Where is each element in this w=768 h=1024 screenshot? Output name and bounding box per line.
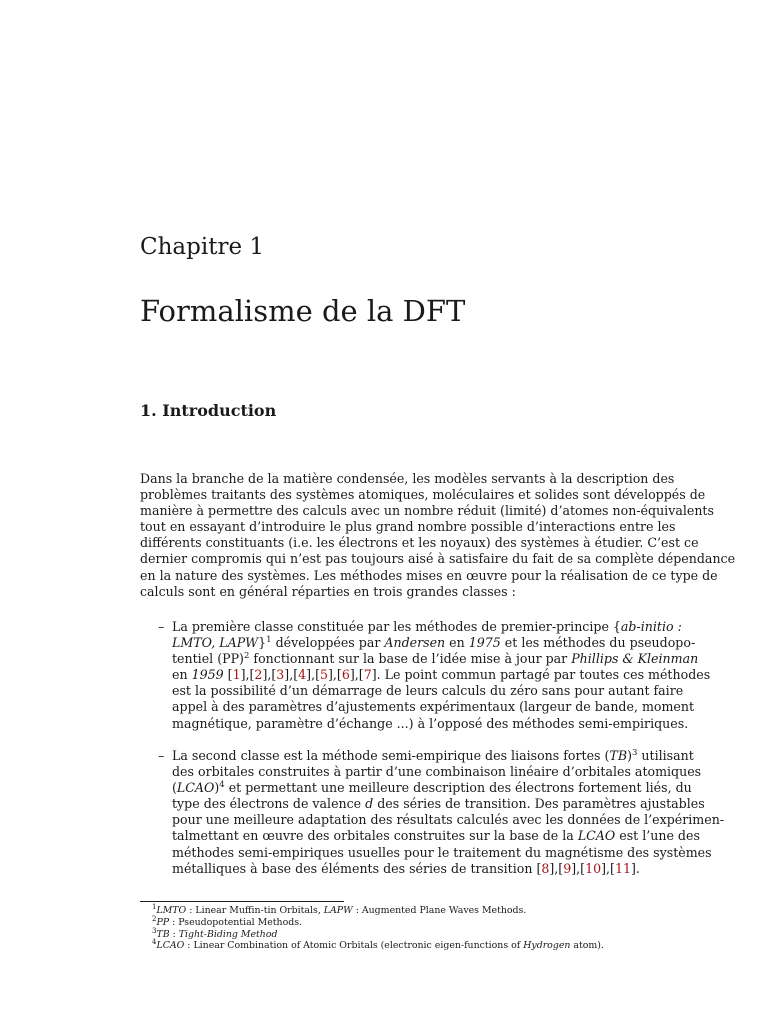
bullet-line: est la possibilité d’un démarrage de leurs calculs du zéro sans pour autant faire [172, 683, 684, 699]
text-run: ) [627, 748, 632, 763]
citation-link[interactable]: 4 [298, 667, 307, 683]
footnote [152, 940, 652, 952]
citation-link[interactable]: 3 [276, 667, 285, 683]
text-run: [ [223, 667, 233, 683]
text-run: TB [609, 748, 628, 763]
bullet-line: en 1959 [1],[2],[3],[4],[5],[6],[7]. Le point commun partagé par toutes ces méthodes [172, 667, 711, 683]
bullet-line: magnétique, paramètre d’échange ...) à l’opposé des méthodes semi-empiriques. [172, 715, 689, 731]
text-run: développées par [271, 635, 385, 651]
text-run: : Augmented Plane Waves Methods. [352, 905, 527, 916]
citation-link[interactable]: 8 [541, 860, 550, 876]
bullet-text [172, 747, 725, 877]
text-run: en [172, 667, 192, 683]
bullet-ab-initio [158, 619, 711, 732]
bullet-line [172, 796, 705, 812]
text-run: d [365, 796, 374, 812]
intro-line: différents constituants (i.e. les électrons et les noyaux) des systèmes à étudier. C’est ce [140, 535, 699, 551]
text-run: Tight-Biding Method [178, 928, 278, 940]
footnote-ref[interactable]: 4 [219, 780, 225, 790]
bullet-line: métalliques à base des éléments des séries de transition [8],[9],[10],[11]. [172, 860, 640, 876]
text-run: en [445, 635, 469, 651]
bullet-line: méthodes semi-empiriques usuelles pour le traitement du magnétisme des systèmes [172, 844, 712, 860]
text-run: Hydrogen [523, 940, 571, 952]
bullet-line [172, 634, 696, 651]
text-run: Phillips & Kleinman [571, 651, 699, 667]
text-run: 1975 [468, 635, 501, 651]
intro-line: Dans la branche de la matière condensée, les modèles servants à la description des [140, 471, 675, 486]
bullet-dash: – [158, 748, 165, 763]
section-title: 1. Introduction [140, 401, 277, 420]
text-run: PP [156, 916, 170, 928]
footnote-number: 2 [152, 914, 157, 923]
text-run: TB [156, 928, 170, 940]
text-run: et permettant une meilleure description des électrons fortement liés, du [224, 780, 692, 796]
text-run: LAPW [323, 905, 353, 916]
text-run: } [258, 635, 267, 651]
text-run: ]. [630, 860, 640, 876]
bullet-semi-empirical [158, 747, 725, 877]
citation-link[interactable]: 5 [320, 667, 329, 683]
bullet-line [172, 780, 692, 796]
text-run: 1959 [191, 667, 224, 683]
footnote-divider [140, 901, 344, 902]
citation-link[interactable]: 7 [363, 667, 372, 683]
citation-link[interactable]: 2 [254, 667, 263, 683]
text-run: est l’une des [615, 828, 700, 844]
bullet-line [172, 619, 682, 635]
footnote [152, 902, 652, 917]
footnote-ref[interactable]: 2 [243, 651, 250, 661]
text-run: tentiel (PP) [172, 651, 244, 667]
intro-paragraph [140, 471, 736, 600]
chapter-label: Chapitre 1 [140, 234, 264, 260]
text-run: LMTO [156, 905, 187, 916]
bullet-line [172, 828, 700, 844]
bullet-text [172, 619, 711, 732]
text-run: ( [172, 780, 177, 796]
text-run: atom). [570, 940, 604, 952]
footnote [152, 926, 652, 941]
intro-line: calculs sont en général réparties en trois grandes classes : [140, 583, 516, 599]
text-run: : [169, 928, 179, 940]
intro-line: manière à permettre des calculs avec un nombre réduit (limité) d’atomes non-équivalents [140, 503, 714, 519]
citation-link[interactable]: 9 [563, 860, 572, 876]
text-run: talmettant en œuvre des orbitales construites sur la base de la [172, 828, 578, 844]
bullet-line [172, 747, 694, 764]
chapter-title: Formalisme de la DFT [140, 294, 466, 328]
bullet-line: pour une meilleure adaptation des résultats calculés avec les données de l’expérimen- [172, 812, 725, 828]
text-run: : Linear Combination of Atomic Orbitals (electronic eigen-functions of [184, 940, 524, 952]
intro-line: dernier compromis qui n’est pas toujours aisé à satisfaire du fait de sa complète dépendance [140, 551, 736, 567]
bullet-line: des orbitales construites à partir d’une combinaison linéaire d’orbitales atomiques [172, 764, 702, 780]
footnotes [152, 902, 652, 952]
text-run: ]. Le point commun partagé par toutes ces méthodes [371, 667, 711, 683]
intro-line: problèmes traitants des systèmes atomiques, moléculaires et solides sont développés de [140, 487, 706, 503]
text-run: LCAO [176, 780, 215, 796]
text-run: utilisant [637, 748, 694, 763]
text-run: ab-initio : [620, 619, 682, 634]
text-run: Andersen [384, 635, 446, 651]
text-run: : Linear Muffin-tin Orbitals, [186, 905, 324, 916]
footnote-number: 4 [152, 938, 157, 947]
citation-link[interactable]: 1 [232, 667, 241, 683]
footnote-ref[interactable]: 3 [632, 747, 638, 758]
footnote-number: 3 [152, 926, 157, 935]
footnote-number: 1 [152, 902, 157, 911]
text-run: : Pseudopotential Methods. [169, 916, 303, 928]
intro-line: en la nature des systèmes. Les méthodes mises en œuvre pour la réalisation de ce type de [140, 567, 718, 583]
text-run: La second classe est la méthode semi-empirique des liaisons fortes ( [172, 748, 610, 763]
text-run: type des électrons de valence [172, 796, 366, 812]
text-run: La première classe constituée par les méthodes de premier-principe { [172, 619, 621, 634]
bullet-line [172, 651, 699, 667]
footnote-ref[interactable]: 1 [266, 634, 272, 645]
text-run: fonctionnant sur la base de l’idée mise à jour par [249, 651, 572, 667]
footnote [152, 914, 652, 929]
citation-link[interactable]: 11 [614, 860, 631, 876]
text-run: LMTO, LAPW [172, 635, 259, 651]
text-run: et les méthodes du pseudopo- [500, 635, 696, 651]
text-run: LCAO [577, 828, 616, 844]
bullet-dash: – [158, 619, 165, 634]
text-run: ) [214, 780, 220, 796]
intro-line: tout en essayant d’introduire le plus grand nombre possible d’interactions entre les [140, 519, 676, 535]
text-run: LCAO [156, 940, 185, 952]
text-run: métalliques à base des éléments des séries de transition [ [172, 860, 542, 876]
citation-link[interactable]: 6 [341, 667, 350, 683]
text-run: des séries de transition. Des paramètres ajustables [373, 796, 705, 812]
bullet-line: appel à des paramètres d’ajustements expérimentaux (largeur de bande, moment [172, 699, 695, 715]
citation-link[interactable]: 10 [585, 860, 602, 876]
